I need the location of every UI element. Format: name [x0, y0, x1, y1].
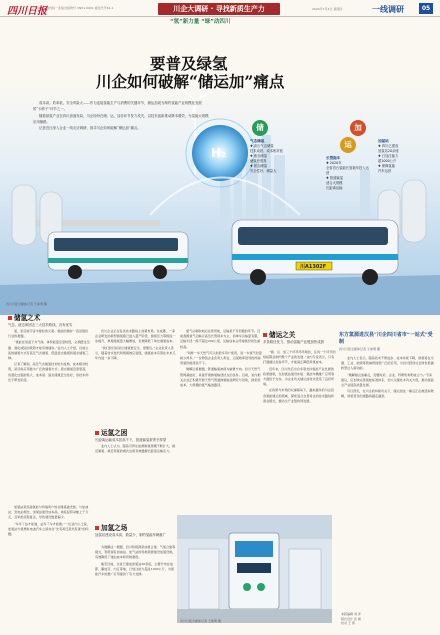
body-paragraph: “同样一车天然气可以供很多用户使用，而一车氢气的量就少得多。”一位物流企业负责人坦言，运氢效率低导致终端用氢价格居高不下。	[180, 350, 262, 366]
list-item: ✚ 2020年	[326, 161, 342, 165]
headline-line-2: 川企如何破解“储运加”痛点	[96, 72, 285, 91]
publication-info: 国内统一连续出版物号 CN51-0001 邮发代号61-1	[46, 6, 114, 10]
bridge-col-1	[263, 350, 336, 510]
store-list	[250, 139, 306, 174]
editor-line: 版式设计 张 婧	[341, 616, 361, 621]
masthead	[0, 0, 440, 17]
body-paragraph: 加氢站是连接氢能与终端用户的关键基础设施。与加油站、充电站相比，加氢站建设成本高，单座投资动辄上千万元，且审批流程复杂，导致建设数量偏少。	[8, 505, 89, 520]
body-paragraph: 近年来，四川先后出台多项支持氢能产业发展的政策措施，在加氢站建设补贴、氢能车辆推广应用等方面给予支持，为企业攻关储运加技术营造了良好环境。	[263, 366, 335, 387]
bottom-photo-credit: 四川日报全媒体记者 王前明 摄	[180, 619, 221, 623]
list-item: ✚ 保障氢能	[378, 164, 395, 168]
dispenser-photo	[177, 515, 332, 623]
section-heading-bridge: 储运之关	[263, 329, 295, 339]
transport-col-1	[180, 329, 262, 509]
section-heading-refuel: 加氢之场	[95, 522, 127, 532]
list-item: 汽车运营	[378, 169, 392, 173]
lead-text: 记者近日深入企业一线走访调研，探寻川企如何破解“储运加”痛点。	[39, 126, 141, 131]
body-paragraph: 四川企业正在各条技术路线上加紧布局。在成都，一家企业研发的新型储氢瓶已进入量产阶段，储氢压力等级进一步提升，单瓶储氢量大幅增加，有效降低了单位储氢成本。	[95, 329, 176, 344]
section-heading-transport: 运氢之困	[95, 427, 127, 437]
refuel-list-title: 加氢站	[378, 139, 389, 143]
body-paragraph: 业内人士表示，随着技术不断进步、成本持续下降，绿氢将在交通、工业、能源等领域得到更广泛的应用，为四川经济社会绿色低碳转型注入新动能。	[341, 356, 434, 371]
store-list-title: 气态储氢	[250, 139, 265, 143]
body-paragraph: “我们的目标是让储氢更安全、更便宜。”企业负责人表示，随着技术迭代和规模效应显现，储氢成本有望在未来几年内进一步下降。	[95, 345, 176, 361]
body-paragraph: 氢，是目前宇宙中最轻的元素。氢能的储存一直是困扰行业的难题。	[8, 329, 89, 339]
editor-line: 校对 王 燕	[341, 621, 355, 625]
list-item: ✚ 日加注能力	[378, 154, 399, 158]
list-item: ✚ 管道输氢	[326, 176, 343, 180]
body-paragraph: 在政策与市场的双重驱动下，越来越多的川企投身氢能储运加领域，探索适合自身特点的技术路线和商业模式，推动全产业链协同发展。	[263, 388, 335, 403]
license-plate: 川A1302F	[300, 264, 327, 270]
transport-tag-icon: 运	[340, 137, 356, 153]
body-paragraph: “破解储运加痛点，需要政府、企业、科研机构形成合力。”专家建议，应加快完善氢能标准体系，加大关键技术攻关力度，推动氢能全产业链高质量发展。	[341, 372, 434, 388]
refuel-tag-icon: 加	[350, 120, 366, 136]
photo-caption: 东方氢源进汉县”川企四川省市“一站式”受制	[339, 332, 433, 345]
store-col-1	[8, 329, 90, 501]
section-subtitle-store: 气态、液态和固态三大技术路线，各有优劣	[8, 323, 73, 327]
list-item: 超1000公斤	[378, 159, 397, 163]
list-item: ✚ 液态储氢	[250, 154, 267, 158]
list-item: 加氢站20余座	[378, 149, 399, 153]
refuel-list	[378, 139, 432, 174]
list-item: ✚ 四川已建成	[378, 144, 399, 148]
body-paragraph: 业内人士认为，随着可再生能源制氢规模不断扩大，就近制氢、就近用氢的模式也将有效缓解长距离运输压力。	[95, 444, 176, 454]
body-paragraph: 记者了解到，高压气态储氢技术较为成熟，成本相对较低，是目前应用最为广泛的储氢方式；液态储氢密度更高，但液化过程能耗大、成本高；固态储氢安全性好，但技术尚处于研发阶段。	[8, 362, 89, 382]
h2-symbol: H₂	[211, 146, 227, 160]
list-item: 适合大规模	[326, 181, 343, 185]
section-subtitle-refuel: 加氢站建设成本高、数量少，制约氢能车辆推广	[95, 533, 167, 537]
lead-text: 随着绿氢产业在四川加速布局，川企纷纷在储、运、加各环节发力攻关，以技术创新推动降本增效，为氢能大规模应用铺路。	[33, 113, 209, 124]
page-number: 05	[419, 3, 433, 14]
transport-list-title: 长管拖车	[326, 156, 341, 160]
editor-credits	[341, 612, 431, 626]
store-tag-icon: 储	[252, 120, 268, 136]
column-banner: 川企大调研 · 寻找新质生产力	[158, 3, 280, 15]
list-item: 储氢密度高	[250, 159, 267, 163]
section-subtitle-transport: 长距离运输成本居高不下，管道输氢被寄予厚望	[95, 438, 167, 442]
column-subtitle: “氢”新力量 “绿”动四川	[170, 19, 231, 25]
editor-line: 本版编辑 刘 洋	[341, 612, 361, 616]
body-paragraph: 截至目前，全省已建成加氢站20余座，主要分布在成都、攀枝花、内江等地，日加注能力超过1000公斤，为氢能汽车的推广应用提供了有力支撑。	[95, 561, 175, 577]
list-item: ✚ 高压气态储氢	[250, 144, 274, 148]
bridge-col-2	[341, 356, 434, 608]
photo-note: 四川日报全媒体记者 王前明 摄	[339, 347, 380, 351]
list-item: 长距离运输	[326, 186, 343, 190]
lead-text: 成本高、效率低、安全风险大——作为连接氢能生产与消费的关键环节，储运加成为制约氢能产业规模化发展的“卡脖子”环节之一。	[33, 101, 202, 112]
lead-paragraph	[33, 100, 209, 131]
issue-date: 2024年7月4日 星期四	[312, 7, 343, 11]
list-item: 技术成熟、成本相对低	[250, 149, 283, 153]
list-item: ✚ 固态储氢	[250, 164, 267, 168]
body-paragraph: 破解运氢难题，管道输氢被视为重要方向。四川天然气管网基础好，具备开展掺氢输送试点的条件。目前，省内相关企业正积极开展天然气管道掺氢输送研究与试验，探索低成本、大规模的氢气输送路径。	[180, 367, 261, 388]
body-paragraph: “车多了站才能建，站多了车才能推。”一位业内人士说，加氢站与氢燃料电池汽车之间存在“先有鸡还是先有蛋”的问题。	[8, 521, 90, 537]
body-paragraph: 为破解这一难题，四川积极探索油氢合建、气氢合建等模式，利用现有加油站、加气站的场地资源建设加氢设施，有效降低了建站成本和用地难度。	[95, 545, 176, 560]
transport-list	[326, 156, 372, 191]
section-heading-store: 储氢之术	[8, 312, 40, 322]
photo-credit: 四川日报全媒体记者 王前明 摄	[6, 302, 47, 306]
refuel-col-1	[8, 505, 90, 629]
body-paragraph: 可以预见，在川企的持续攻关下，储运加这一痛点正在被逐步破解，绿氢普及的道路将越走越宽。	[341, 389, 434, 399]
body-paragraph: “氢能在常温下为气体，体积能量密度较低，必须经过压缩、液化或固态吸附才能有效储存。”业内人士介绍，目前主流的储氢方式有高压气态储氢、低温液态储氢和固态储氢三种。	[8, 340, 90, 361]
body-paragraph: 氢气从制取地运往使用地，运输是不可回避的环节。目前我国氢气运输以高压长管拖车为主，但单车运输量有限，运输半径一般不超过200公里，运输成本占终端氢价的比重较高。	[180, 329, 261, 349]
refuel-col-2	[95, 545, 177, 629]
transport-col-2	[95, 444, 177, 516]
list-item: 全省首台氢能长管拖车投入运营	[326, 166, 369, 175]
list-item: 安全性好、储量大	[250, 169, 277, 173]
body-paragraph: “储、运、加三个环节环环相扣，任何一个环节的短板都会制约整个产业的发展。”业内专家表示，只有打通储运加各环节，才能真正降低用氢成本。	[263, 350, 336, 365]
section-subtitle-bridge: 多条路径发力，推动氢能产业链加快成熟	[263, 340, 325, 344]
headline-line-1: 要普及绿氢	[150, 54, 228, 73]
newspaper-logo: 四川日报	[7, 6, 47, 17]
section-title: 一线调研	[372, 5, 404, 14]
